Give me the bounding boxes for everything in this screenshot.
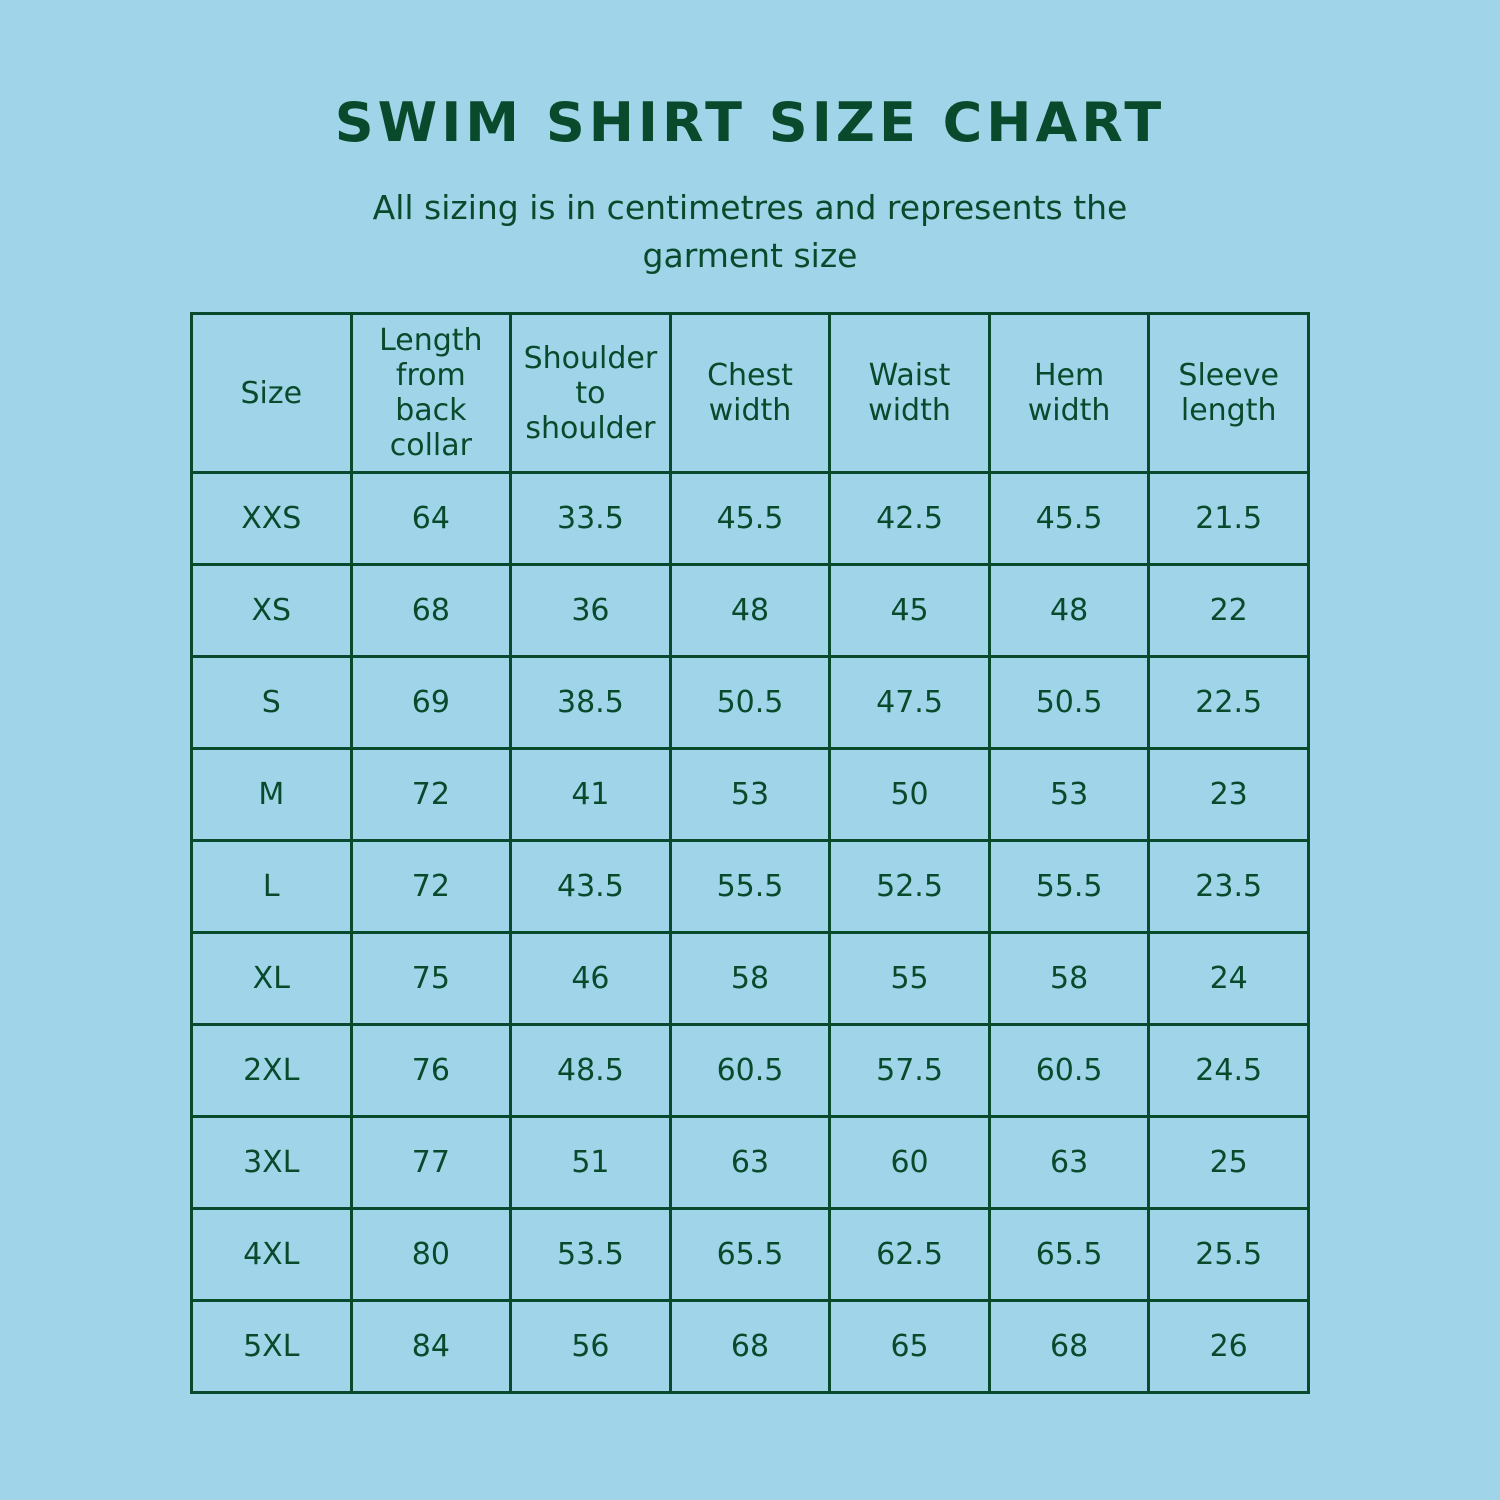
cell-sleeve: 24.5 [1149,1025,1309,1117]
cell-length: 72 [351,749,511,841]
header-row [192,314,1309,473]
cell-hem: 48 [989,565,1149,657]
cell-shoulder: 36 [511,565,671,657]
header-shoulder-to-shoulder: Shoulder to shoulder [511,314,671,473]
cell-hem: 63 [989,1117,1149,1209]
cell-waist: 45 [830,565,990,657]
cell-length: 75 [351,933,511,1025]
table-row [192,565,1309,657]
cell-shoulder: 41 [511,749,671,841]
table-row [192,1301,1309,1393]
cell-waist: 55 [830,933,990,1025]
cell-shoulder: 43.5 [511,841,671,933]
cell-sleeve: 23.5 [1149,841,1309,933]
cell-hem: 55.5 [989,841,1149,933]
cell-sleeve: 23 [1149,749,1309,841]
table-header [192,314,1309,473]
cell-hem: 50.5 [989,657,1149,749]
cell-chest: 50.5 [670,657,830,749]
cell-chest: 45.5 [670,473,830,565]
cell-shoulder: 48.5 [511,1025,671,1117]
cell-sleeve: 25 [1149,1117,1309,1209]
cell-shoulder: 46 [511,933,671,1025]
cell-hem: 58 [989,933,1149,1025]
table-row [192,933,1309,1025]
cell-waist: 65 [830,1301,990,1393]
cell-size: L [192,841,352,933]
table-row [192,841,1309,933]
cell-hem: 68 [989,1301,1149,1393]
page-title: SWIM SHIRT SIZE CHART [334,91,1166,154]
table-row [192,1209,1309,1301]
table-row [192,657,1309,749]
cell-hem: 65.5 [989,1209,1149,1301]
cell-waist: 57.5 [830,1025,990,1117]
cell-size: 2XL [192,1025,352,1117]
header-chest-width: Chest width [670,314,830,473]
cell-shoulder: 33.5 [511,473,671,565]
table-body [192,473,1309,1393]
cell-hem: 45.5 [989,473,1149,565]
cell-length: 76 [351,1025,511,1117]
cell-waist: 62.5 [830,1209,990,1301]
cell-waist: 47.5 [830,657,990,749]
cell-size: XS [192,565,352,657]
table-row [192,1117,1309,1209]
cell-sleeve: 26 [1149,1301,1309,1393]
cell-length: 80 [351,1209,511,1301]
cell-size: 4XL [192,1209,352,1301]
cell-chest: 55.5 [670,841,830,933]
header-hem-width: Hem width [989,314,1149,473]
cell-waist: 60 [830,1117,990,1209]
cell-sleeve: 24 [1149,933,1309,1025]
cell-chest: 53 [670,749,830,841]
cell-sleeve: 22 [1149,565,1309,657]
cell-shoulder: 56 [511,1301,671,1393]
cell-shoulder: 51 [511,1117,671,1209]
header-sleeve-length: Sleeve length [1149,314,1309,473]
cell-chest: 63 [670,1117,830,1209]
header-waist-width: Waist width [830,314,990,473]
cell-size: S [192,657,352,749]
cell-length: 77 [351,1117,511,1209]
cell-size: M [192,749,352,841]
table-row [192,749,1309,841]
cell-length: 72 [351,841,511,933]
cell-size: 5XL [192,1301,352,1393]
cell-sleeve: 25.5 [1149,1209,1309,1301]
cell-hem: 53 [989,749,1149,841]
cell-chest: 48 [670,565,830,657]
cell-size: 3XL [192,1117,352,1209]
cell-sleeve: 21.5 [1149,473,1309,565]
table-row [192,1025,1309,1117]
cell-length: 68 [351,565,511,657]
cell-length: 84 [351,1301,511,1393]
cell-chest: 65.5 [670,1209,830,1301]
cell-size: XL [192,933,352,1025]
table-row [192,473,1309,565]
cell-chest: 60.5 [670,1025,830,1117]
cell-shoulder: 38.5 [511,657,671,749]
cell-sleeve: 22.5 [1149,657,1309,749]
cell-chest: 58 [670,933,830,1025]
cell-chest: 68 [670,1301,830,1393]
cell-size: XXS [192,473,352,565]
header-size: Size [192,314,352,473]
size-table [190,312,1310,1394]
cell-hem: 60.5 [989,1025,1149,1117]
header-length-from-back-collar: Length from back collar [351,314,511,473]
cell-shoulder: 53.5 [511,1209,671,1301]
cell-waist: 50 [830,749,990,841]
cell-length: 64 [351,473,511,565]
cell-waist: 52.5 [830,841,990,933]
page-subtitle: All sizing is in centimetres and represents the garment size [372,188,1128,275]
cell-length: 69 [351,657,511,749]
cell-waist: 42.5 [830,473,990,565]
